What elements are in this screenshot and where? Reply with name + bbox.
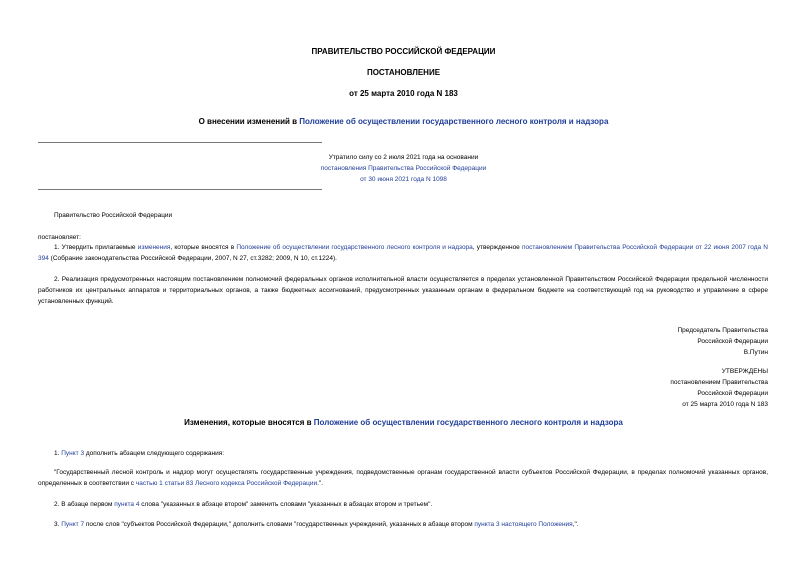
changes-heading	[0, 417, 807, 428]
item3-text-2: после слов "субъектов Российской Федерации," дополнить словами "государственных учреждений, указанных в абзаце втором	[84, 521, 475, 528]
change-quote	[38, 467, 768, 489]
item3-link-point-7[interactable]: Пункт 7	[61, 521, 85, 528]
quote-link-forest-code[interactable]: частью 1 статьи 83 Лесного кодекса Российской Федерации	[135, 480, 318, 487]
p1-text-3: , утвержденное	[472, 244, 522, 251]
paragraph-1	[38, 242, 768, 264]
p1-link-regulation[interactable]: Положение об осуществлении государственного лесного контроля и надзора	[236, 244, 473, 251]
item1-num: 1.	[54, 450, 62, 457]
title-prefix: О внесении изменений в	[198, 117, 300, 126]
p1-text-4: (Собрание законодательства Российской Федерации, 2007, N 27, ст.3282; 2009, N 10, ст.1224).	[48, 255, 337, 262]
item1-link-point-3[interactable]: Пункт 3	[61, 450, 85, 457]
p1-link-changes[interactable]: изменения	[137, 244, 171, 251]
notice-divider-bottom	[38, 189, 322, 190]
approved-line-3: Российской Федерации	[697, 390, 768, 397]
body-decides: постановляет:	[38, 234, 81, 241]
change-item-1	[54, 448, 224, 459]
paragraph-2: 2. Реализация предусмотренных настоящим постановлением полномочий федеральных органов исполнительной власти осуществляется в пределах установленной Правительством Российской Федерации предельной численности работников их центральных аппаратов и территориальных органов, а также бюджетных ассигнований, предусмотренных указанным органам в федеральном бюджете на соответствующий год на руководство и управление в сфере установленных функций.	[38, 276, 768, 305]
notice-line-1: Утратило силу со 2 июля 2021 года на основании	[328, 154, 479, 161]
approved-line-2: постановлением Правительства	[670, 379, 768, 386]
approved-line-1: УТВЕРЖДЕНЫ	[721, 368, 768, 375]
item2-text-1: 2. В абзаце первом	[54, 501, 115, 508]
notice-line-2	[0, 163, 807, 174]
quote-text-1: "Государственный лесной контроль и надзор могут осуществлять государственные учреждения, подведомственные органам государственной власти субъектов Российской Федерации, в пределах полномочий указанных органов, определенных в соответствии с	[38, 469, 768, 487]
changes-heading-link[interactable]: Положение об осуществлении государственного лесного контроля и надзора	[313, 418, 623, 427]
item3-text-1: 3.	[54, 521, 62, 528]
item2-link-point-4[interactable]: пункта 4	[114, 501, 140, 508]
notice-link-resolution[interactable]: постановления Правительства Российской Федерации	[320, 165, 487, 172]
signature-name: В.Путин	[743, 349, 768, 356]
notice-divider-top	[38, 142, 322, 143]
p1-link-resolution-394[interactable]: постановлением Правительства Российской Федерации от 22 июня 2007 года N 394	[38, 244, 768, 262]
signature-line-1: Председатель Правительства	[677, 327, 768, 334]
p1-text-1: 1. Утвердить прилагаемые	[54, 244, 138, 251]
item2-text-2: слова "указанных в абзаце втором" заменить словами "указанных в абзацах втором и третьем".	[139, 501, 433, 508]
signature-line-2: Российской Федерации	[697, 338, 768, 345]
item3-link-point-3[interactable]: пункта 3 настоящего Положения	[474, 521, 573, 528]
document-date-number: от 25 марта 2010 года N 183	[349, 89, 458, 98]
notice-line-3	[0, 174, 807, 185]
notice-link-date[interactable]: от 30 июня 2021 года N 1098	[360, 176, 447, 183]
changes-heading-prefix: Изменения, которые вносятся в	[184, 418, 314, 427]
item1-text: дополнить абзацем следующего содержания:	[84, 450, 225, 457]
title-link[interactable]: Положение об осуществлении государственного лесного контроля и надзора	[299, 117, 609, 126]
item3-text-3: ,".	[572, 521, 579, 528]
approved-line-4: от 25 марта 2010 года N 183	[682, 401, 768, 408]
p1-text-2: , которые вносятся в	[170, 244, 237, 251]
quote-text-2: .".	[317, 480, 324, 487]
document-title	[0, 116, 807, 127]
body-intro: Правительство Российской Федерации	[54, 212, 173, 219]
change-item-2	[54, 499, 432, 510]
document-type: ПОСТАНОВЛЕНИЕ	[366, 68, 441, 77]
government-heading: ПРАВИТЕЛЬСТВО РОССИЙСКОЙ ФЕДЕРАЦИИ	[311, 47, 496, 56]
change-item-3	[54, 519, 579, 530]
